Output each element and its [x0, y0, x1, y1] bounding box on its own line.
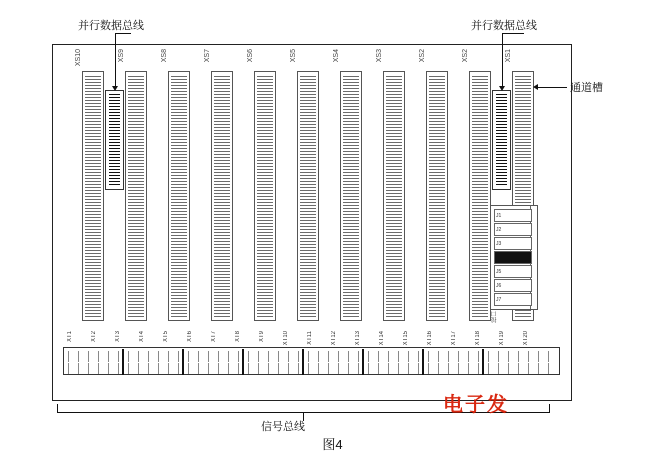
terminal-label: XT5: [163, 331, 169, 343]
slot-label: XS5: [290, 49, 297, 63]
card-slot[interactable]: [82, 71, 104, 321]
terminal-label: XT16: [427, 331, 433, 346]
terminal-label: XT9: [259, 331, 265, 343]
slot-contacts: [214, 74, 230, 318]
slot-contacts: [85, 74, 101, 318]
terminal-label: XT12: [331, 331, 337, 346]
leader-arrow: [499, 86, 505, 91]
card-slot[interactable]: [340, 71, 362, 321]
strip-divider: [422, 349, 424, 375]
terminal-label: XT13: [355, 331, 361, 346]
terminal-strip[interactable]: [63, 347, 560, 375]
slot-label: XS8: [161, 49, 168, 63]
leader-line: [502, 33, 524, 34]
slot-contacts: [343, 74, 359, 318]
slot-label: XS1: [505, 49, 512, 63]
slot-contacts: [472, 74, 488, 318]
leader-line: [502, 33, 503, 89]
leader-arrow: [112, 86, 118, 91]
slot-label: XS9: [118, 49, 125, 63]
interface-chip[interactable]: J1: [494, 209, 532, 222]
terminal-label: XT7: [211, 331, 217, 343]
slot-contacts: [257, 74, 273, 318]
interface-chip[interactable]: J3: [494, 237, 532, 250]
interface-chip[interactable]: J6: [494, 279, 532, 292]
terminal-label: XT11: [307, 331, 313, 345]
parallel-bus-connector-left[interactable]: [105, 90, 124, 190]
slot-contacts: [429, 74, 445, 318]
terminal-label: XT18: [475, 331, 481, 346]
slot-label: XS4: [333, 49, 340, 63]
slot-label: XS10: [75, 49, 82, 67]
card-slot[interactable]: [125, 71, 147, 321]
card-slot[interactable]: [254, 71, 276, 321]
leader-arrow: [533, 84, 538, 90]
interface-module-stack[interactable]: [490, 205, 538, 310]
strip-divider: [302, 349, 304, 375]
circuit-board-outline: [52, 44, 572, 401]
card-slot[interactable]: [211, 71, 233, 321]
card-slot[interactable]: [469, 71, 491, 321]
connector-pins: [496, 94, 507, 186]
slot-contacts: [128, 74, 144, 318]
callout-signal-bus: 信号总线: [261, 421, 305, 433]
callout-parallel-bus-right: 并行数据总线: [471, 20, 537, 32]
slot-label: XS3: [376, 49, 383, 63]
card-slot[interactable]: [383, 71, 405, 321]
card-slot[interactable]: [426, 71, 448, 321]
terminal-label: XT2: [91, 331, 97, 343]
strip-divider: [242, 349, 244, 375]
terminal-label: XT19: [499, 331, 505, 346]
card-slot[interactable]: [168, 71, 190, 321]
watermark-text: 电子发: [443, 394, 509, 416]
interface-chip[interactable]: J2: [494, 223, 532, 236]
terminal-label: XT10: [283, 331, 289, 346]
connector-pins: [109, 94, 120, 186]
terminal-label: XT17: [451, 331, 457, 346]
interface-stack-caption: 接口: [492, 311, 498, 323]
terminal-label: XT15: [403, 331, 409, 346]
card-slot[interactable]: [297, 71, 319, 321]
strip-divider: [122, 349, 124, 375]
terminal-label: XT20: [523, 331, 529, 346]
slot-label: XS6: [247, 49, 254, 63]
terminal-label: XT3: [115, 331, 121, 343]
slot-contacts: [300, 74, 316, 318]
slot-label: XS2: [419, 49, 426, 63]
slot-contacts: [171, 74, 187, 318]
leader-line: [115, 33, 116, 89]
interface-chip[interactable]: J5: [494, 265, 532, 278]
terminal-label: XT14: [379, 331, 385, 346]
strip-divider: [362, 349, 364, 375]
terminal-label: XT8: [235, 331, 241, 343]
strip-divider: [182, 349, 184, 375]
slot-contacts: [386, 74, 402, 318]
callout-channel-slot: 通道槽: [570, 82, 603, 94]
terminal-label: XT1: [67, 331, 73, 343]
figure-caption: 图4: [322, 437, 343, 452]
callout-parallel-bus-left: 并行数据总线: [78, 20, 144, 32]
terminal-label: XT4: [139, 331, 145, 343]
leader-line: [537, 87, 567, 88]
interface-chip[interactable]: [494, 251, 532, 264]
strip-divider: [482, 349, 484, 375]
terminal-label: XT6: [187, 331, 193, 343]
interface-chip[interactable]: J7: [494, 293, 532, 306]
slot-label: XS7: [204, 49, 211, 63]
slot-label: XS2: [462, 49, 469, 63]
parallel-bus-connector-right[interactable]: [492, 90, 511, 190]
leader-line: [115, 33, 131, 34]
